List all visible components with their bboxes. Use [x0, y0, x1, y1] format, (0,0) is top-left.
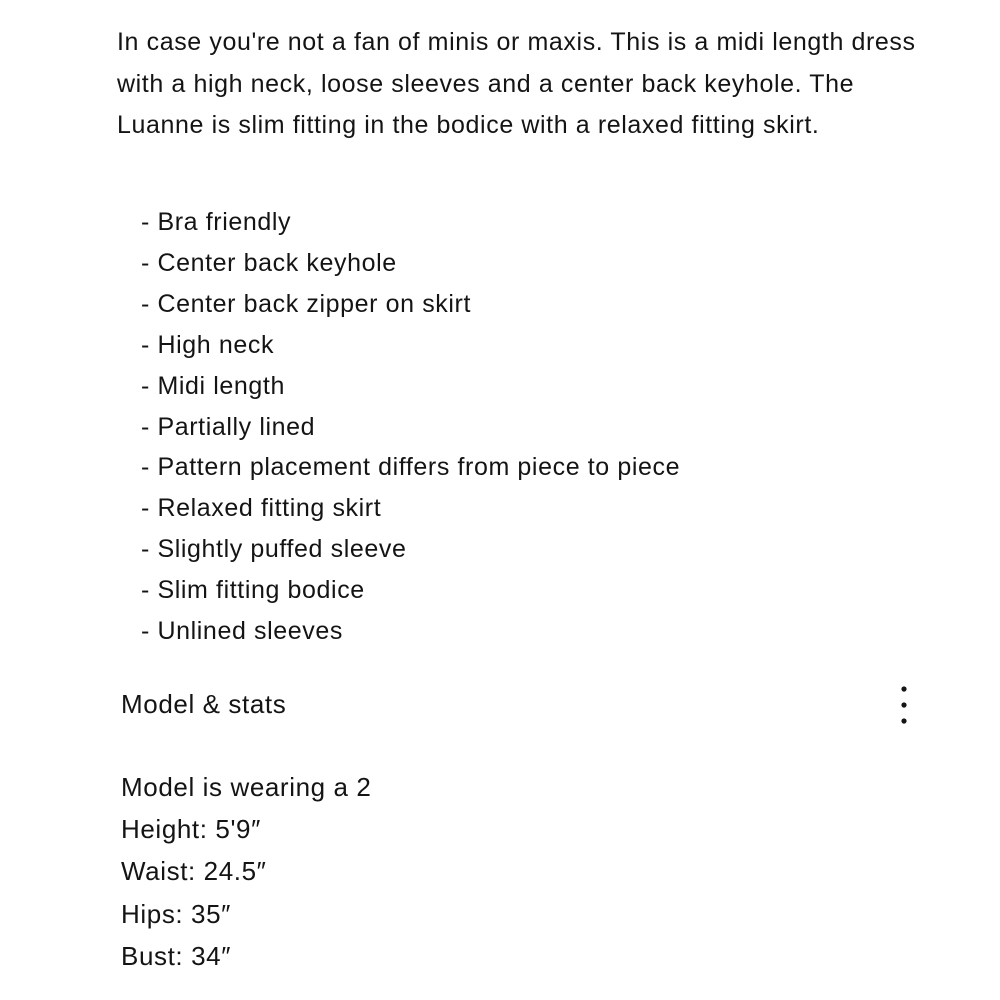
feature-item: - Slightly puffed sleeve [141, 535, 407, 564]
more-options-button[interactable] [891, 684, 917, 728]
product-description: In case you're not a fan of minis or maxis. This is a midi length dress with a high neck, loose sleeves and a center back keyhole. The Luanne is slim fitting in the bodice with a relaxed fitting skirt. [117, 28, 916, 139]
feature-item: - Unlined sleeves [141, 617, 343, 646]
feature-item: - Bra friendly [141, 208, 292, 236]
model-stats-header[interactable] [121, 684, 921, 726]
model-hips-line: Hips: 35″ [121, 898, 231, 929]
more-vertical-icon [891, 684, 917, 728]
feature-list [141, 202, 680, 652]
model-stats-title: Model & stats [121, 689, 287, 719]
model-size-line: Model is wearing a 2 [121, 772, 372, 802]
feature-item: - Pattern placement differs from piece to piece [141, 453, 681, 482]
model-bust-line: Bust: 34″ [121, 940, 231, 971]
model-height-line: Height: 5'9″ [121, 814, 261, 845]
feature-item: - Relaxed fitting skirt [141, 494, 382, 523]
feature-item: - Slim fitting bodice [141, 576, 365, 605]
feature-item: - Center back keyhole [141, 248, 397, 277]
feature-item: - Midi length [141, 371, 285, 400]
model-stats-details [121, 766, 371, 977]
feature-item: - Partially lined [141, 412, 316, 441]
model-waist-line: Waist: 24.5″ [121, 856, 267, 887]
feature-item: - Center back zipper on skirt [141, 289, 472, 318]
feature-item: - High neck [141, 330, 275, 359]
